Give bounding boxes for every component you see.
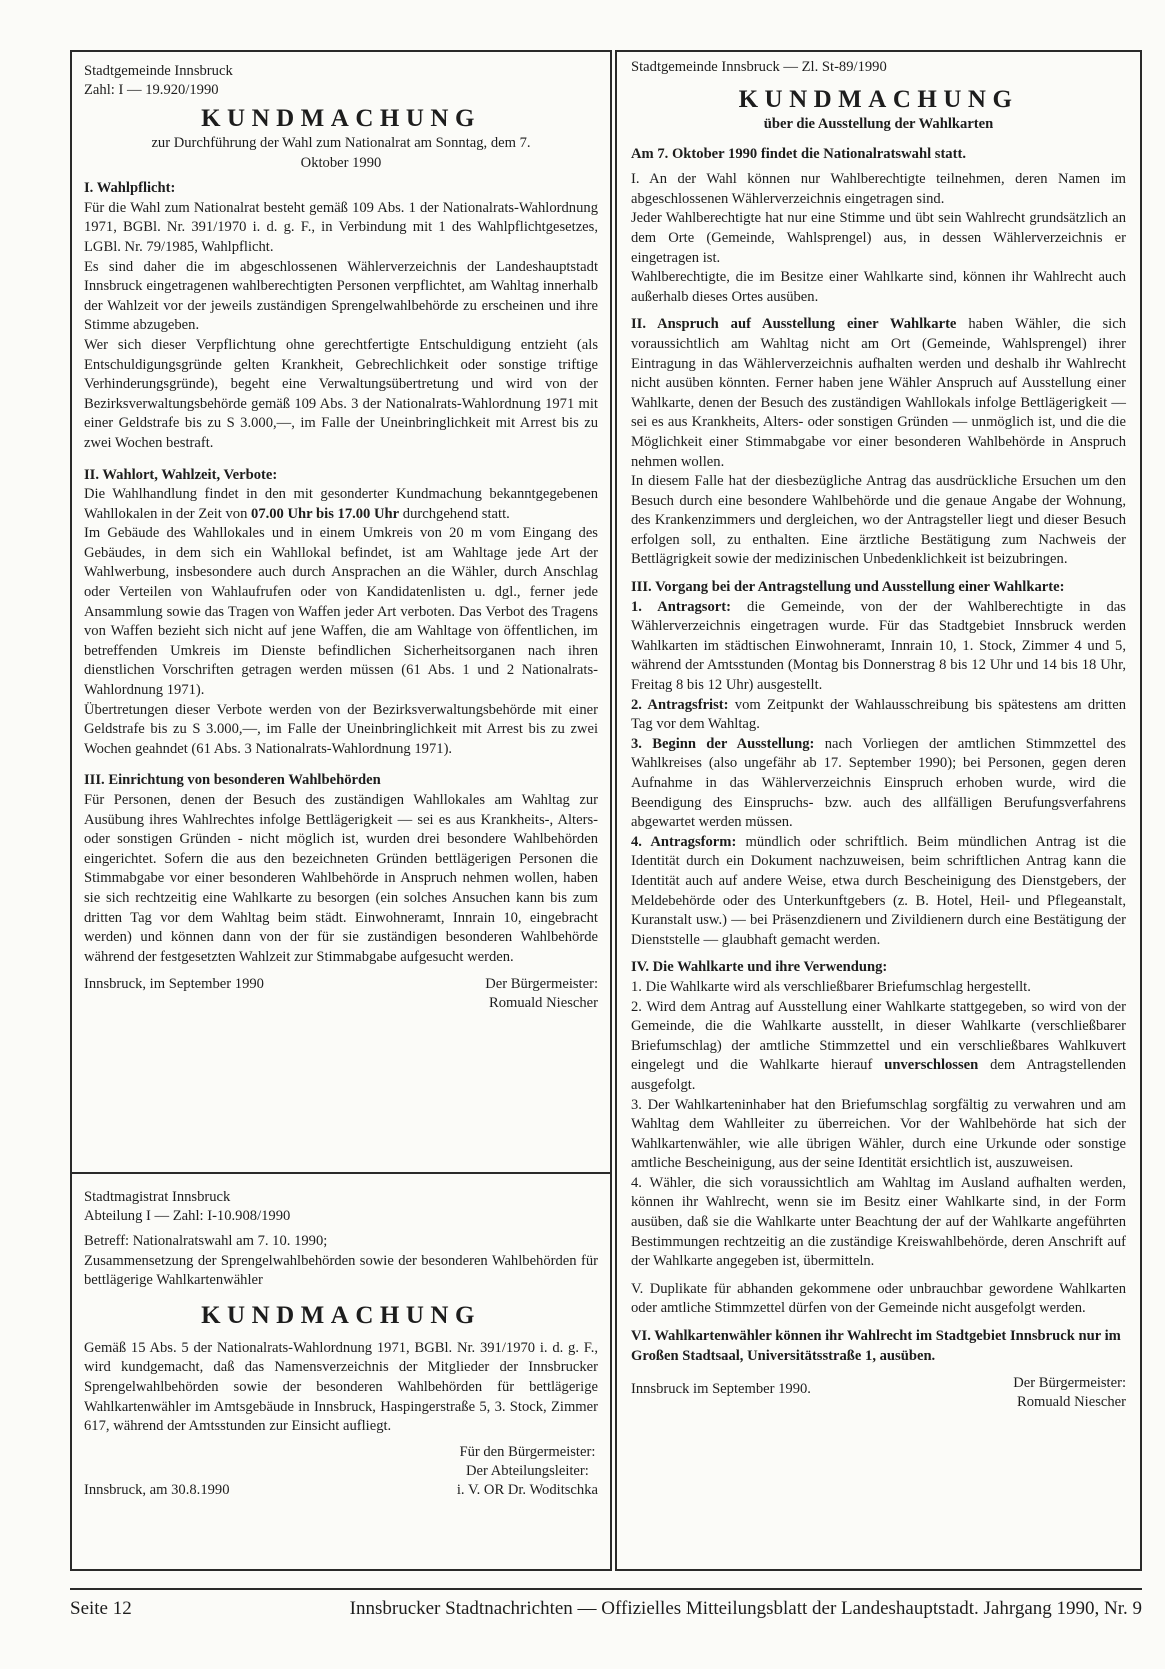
divider: [72, 1172, 610, 1174]
signature-block: [84, 1443, 598, 1500]
paragraph: Für Personen, denen der Besuch des zuständigen Wahllokales am Wahltag zur Ausübung ihres Wahlrechtes infolge Bettlägerigkeit — sei es aus Krankheits-, Alters- oder sonstigen Gründen - nicht möglich ist, wurden drei besondere Wahlbehörden eingerichtet. Sofern die aus den bezeichneten Gründen bettlägerigen Personen die Stimmabgabe vor einer besonderen Wahlbehörde in Anspruch nehmen wollen, haben sie sich rechtzeitig eine Wahlkarte zu besorgen (ein solches Ansuchen kann bis zum dritten Tag vor dem Wahltag beim städt. Einwohneramt, Innrain 10, eingebracht werden) und können dann von der für sie zuständigen besonderen Wahlbehörde während der festgesetzten Wahlzeit zur Stimmabgabe aufgesucht werden.: [84, 792, 598, 965]
paragraph: 1. Die Wahlkarte wird als verschließbarer Briefumschlag hergestellt.: [631, 978, 1031, 995]
page-number: Seite 12: [70, 1598, 132, 1619]
left-column: [70, 50, 612, 1571]
paragraph: 1. Antragsort: die Gemeinde, von der der Wahlberechtigte in das Wählerverzeichnis eingetragen wurde. Für das Stadtgebiet Innsbruck werden Wahlkarten im städtischen Einwohneramt, Innrain 10, 1. Stock, Zimmer 4 und 5, während der Amtsstunden (Montag bis Donnerstrag 8 bis 12 Uhr und 14 bis 18 Uhr, Freitag 8 bis 12 Uhr) ausgestellt.: [631, 598, 1126, 694]
section-heading: II. Wahlort, Wahlzeit, Verbote:: [84, 466, 278, 483]
left-bottom-notice: [72, 1178, 610, 1569]
subject-line: Betreff: Nationalratswahl am 7. 10. 1990;: [84, 1233, 328, 1249]
paragraph-bold: VI. Wahlkartenwähler können ihr Wahlrecht im Stadtgebiet Innsbruck nur im Großen Stadtsaal, Universitätsstraße 1, ausüben.: [631, 1328, 1121, 1364]
section-heading: III. Einrichtung von besonderen Wahlbehörden: [84, 772, 381, 789]
paragraph: 4. Antragsform: mündlich oder schriftlich. Beim mündlichen Antrag ist die Identität durch ein Dokument nachzuweisen, beim schriftlichen Antrag kann die Identität auch auf andere Weise, etwa durch Bescheinigung des Dienstgebers, der Meldebehörde oder des Unterkunftgebers (z. B. Hotel, Heil- und Pflegeanstalt, Kuranstalt usw.) — bei Präsenzdienern und Zivildienern durch eine Bestätigung der Dienststelle — glaubhaft gemacht werden.: [631, 833, 1126, 948]
paragraph: Für die Wahl zum Nationalrat besteht gemäß 109 Abs. 1 der Nationalrats-Wahlordnung 1971, BGBl. Nr. 391/1970 i. d. g. F., in Verbindung mit 1 des Wahlpflichtgesetzes, LGBl. Nr. 79/1985, Wahlpflicht.: [84, 199, 598, 255]
right-column: [615, 50, 1142, 1571]
paragraph: Wahlberechtigte, die im Besitze einer Wahlkarte sind, können ihr Wahlrecht auch außerhalb dieses Ortes ausüben.: [631, 269, 1126, 305]
signature-block: [631, 1374, 1126, 1412]
notice-title: KUNDMACHUNG: [201, 105, 481, 132]
subject-detail: Zusammensetzung der Sprengelwahlbehörden sowie der besonderen Wahlbehörden für bettlägerige Wahlkartenwähler: [84, 1252, 598, 1289]
page-footer: [70, 1588, 1142, 1622]
place-date: Innsbruck, im September 1990: [84, 976, 264, 993]
signature-block: [84, 975, 598, 1013]
place-date: Innsbruck im September 1990.: [631, 1381, 811, 1398]
date-line: Am 7. Oktober 1990 findet die Nationalratswahl statt.: [631, 145, 966, 162]
section-heading: III. Vorgang bei der Antragstellung und Ausstellung einer Wahlkarte:: [631, 579, 1065, 596]
paragraph: Gemäß 15 Abs. 5 der Nationalrats-Wahlordnung 1971, BGBl. Nr. 391/1970 i. d. g. F., wird kundgemacht, daß das Namensverzeichnis der Mitglieder der Innsbrucker Sprengelwahlbehörden sowie der besonderen Wahlbehörden für bettlägerige Wahlkartenwähler im Amtsgebäude in Innsbruck, Haspingerstraße 5, 3. Stock, Zimmer 617, während der Amtsstunden zur Einsicht aufliegt.: [84, 1339, 598, 1435]
signatory: Der Bürgermeister: Romuald Niescher: [485, 976, 598, 1012]
paragraph: Es sind daher die im abgeschlossenen Wählerverzeichnis der Landeshauptstadt Innsbruck eingetragenen wahlberechtigten Personen verpflichtet, am Wahltag innerhalb der Wahlzeit vor der jeweils zuständigen Sprengelwahlbehörde zu erscheinen und ihre Stimme abzugeben.: [84, 258, 598, 334]
paragraph: 3. Beginn der Ausstellung: nach Vorliegen der amtlichen Stimmzettel des Wahlkreises (also ungefähr ab 17. September 1990); bei Personen, gegen deren Aufnahme in das Wählerverzeichnis Einspruch erhoben wurde, wird die Beendigung des Einspruchs- bzw. auch des allfälligen Berufungsverfahrens abgewartet werden müssen.: [631, 735, 1126, 831]
paragraph: V. Duplikate für abhanden gekommene oder unbrauchbar gewordene Wahlkarten oder amtliche Stimmzettel dürfen von der Gemeinde nicht ausgefolgt werden.: [631, 1280, 1126, 1317]
issuer: Stadtgemeinde Innsbruck: [84, 63, 233, 79]
paragraph: Im Gebäude des Wahllokales und in einem Umkreis von 20 m vom Eingang des Gebäudes, in dem sich ein Wahllokal befindet, ist am Wahltage jede Art der Wahlwerbung, insbesondere auch durch Ansprachen an die Wähler, durch Anschlag oder Verteilen von Wahlaufrufen oder von Kandidatenlisten u. dgl., ferner jede Ansammlung sowie das Tragen von Waffen jeder Art verboten. Das Verbot des Tragens von Waffen bezieht sich nicht auf jene Waffen, die am Wahltage von öffentlichen, im betreffenden Umkreis im Dienste befindlichen Sicherheitsorganen nach ihren dienstlichen Vorschriften getragen werden müssen (61 Abs. 1 und 2 Nationalrats-Wahlordnung 1971).: [84, 525, 598, 699]
paragraph: Übertretungen dieser Verbote werden von der Bezirksverwaltungsbehörde mit einer Geldstrafe bis zu S 3.000,—, im Falle der Uneinbringlichkeit mit Arrest bis zu zwei Wochen geahndet (61 Abs. 3 Nationalrats-Wahlordnung 1971).: [84, 701, 598, 757]
notice-title: KUNDMACHUNG: [738, 86, 1019, 113]
issuer: Stadtmagistrat Innsbruck: [84, 1189, 231, 1205]
paragraph: Die Wahlhandlung findet in den mit gesonderter Kundmachung bekanntgegebenen Wahllokalen in der Zeit von 07.00 Uhr bis 17.00 Uhr durchgehend statt.: [84, 486, 598, 522]
paragraph: II. Anspruch auf Ausstellung einer Wahlkarte haben Wähler, die sich voraussichtlich am Wahltag nicht am Ort (Gemeinde, Wahlsprengel) ihrer Eintragung in das Wählerverzeichnis aufhalten werden und deshalb ihr Wahlrecht nicht ausüben könnten. Ferner haben jene Wähler Anspruch auf Ausstellung einer Wahlkarte, denen der Besuch des zuständigen Wahllokals infolge Bettlägerigkeit — sei es aus Krankheits, Alters- oder sonstigen Gründen — unmöglich ist, und die die Möglichkeit einer Stimmabgabe vor einer besonderen Wahlbehörde in Anspruch nehmen wollen.: [631, 316, 1126, 470]
paragraph: Wer sich dieser Verpflichtung ohne gerechtfertigte Entschuldigung entzieht (als Entschuldigungsgründe gelten Krankheit, Gebrechlichkeit oder sonstige triftige Verhinderungsgründe), begeht eine Verwaltungsübertretung und wird von der Bezirksverwaltungsbehörde gemäß 109 Abs. 3 der Nationalrats-Wahlordnung 1971 mit einer Geldstrafe bis zu S 3.000,—, im Falle der Uneinbringlichkeit mit Arrest bis zu zwei Wochen bestraft.: [84, 336, 598, 451]
section-heading: I. Wahlpflicht:: [84, 180, 176, 197]
paragraph: 4. Wähler, die sich voraussichtlich am Wahltag im Ausland aufhalten werden, können ihr Wahlrecht, wenn sie im Besitz einer Wahlkarte sind, in der Form ausüben, daß sie die Wahlkarte unter Beachtung der auf der Wahlkarte angeführten Bestimmungen rechtzeitig an die zuständige Kreiswahlbehörde, deren Anschrift auf der Wahlkarte angegeben ist, übermitteln.: [631, 1174, 1126, 1270]
notice-subtitle: zur Durchführung der Wahl zum Nationalrat am Sonntag, dem 7. Oktober 1990: [151, 135, 531, 171]
reference-number: Zahl: I — 19.920/1990: [84, 82, 219, 98]
right-notice: [617, 52, 1140, 1569]
signatory: Der Bürgermeister: Romuald Niescher: [1013, 1375, 1126, 1411]
issuer: Stadtgemeinde Innsbruck — Zl. St-89/1990: [631, 59, 887, 75]
signatory: Für den Bürgermeister: Der Abteilungsleiter: i. V. OR Dr. Woditschka: [456, 1443, 598, 1498]
paragraph: 2. Antragsfrist: vom Zeitpunkt der Wahlausschreibung bis spätestens am dritten Tag vor dem Wahltag.: [631, 696, 1126, 733]
paragraph: Jeder Wahlberechtigte hat nur eine Stimme und übt sein Wahlrecht grundsätzlich an dem Orte (Gemeinde, Wahlsprengel) aus, in dessen Wählerverzeichnis er eingetragen ist.: [631, 210, 1126, 266]
notice-title: KUNDMACHUNG: [201, 1301, 481, 1329]
paragraph: 3. Der Wahlkarteninhaber hat den Briefumschlag sorgfältig zu verwahren und am Wahltag dem Wahlleiter zu überreichen. Vor der Wahlbehörde hat sich der Wahlkartenwähler, wie alle übrigen Wähler, durch eine Urkunde oder sonstige amtliche Bescheinigung, aus der seine Identität ersichtlich ist, auszuweisen.: [631, 1096, 1126, 1172]
publication-line: Innsbrucker Stadtnachrichten — Offizielles Mitteilungsblatt der Landeshauptstadt. Jahrgang 1990, Nr. 9: [349, 1598, 1142, 1619]
place-date: Innsbruck, am 30.8.1990: [84, 1481, 230, 1498]
reference-number: Abteilung I — Zahl: I-10.908/1990: [84, 1208, 291, 1224]
paragraph: I. An der Wahl können nur Wahlberechtigte teilnehmen, deren Namen im abgeschlossenen Wählerverzeichnis eingetragen sind.: [631, 171, 1126, 207]
paragraph: 2. Wird dem Antrag auf Ausstellung einer Wahlkarte stattgegeben, so wird von der Gemeinde, die die Wahlkarte ausstellt, in dieser Wahlkarte (verschließbarer Briefumschlag) der amtliche Stimmzettel und ein verschließbares Wahlkuvert eingelegt und die Wahlkarte hierauf unverschlossen dem Antragstellenden ausgefolgt.: [631, 998, 1127, 1093]
section-heading: IV. Die Wahlkarte und ihre Verwendung:: [631, 959, 888, 976]
notice-subtitle: über die Ausstellung der Wahlkarten: [763, 116, 994, 132]
paragraph: In diesem Falle hat der diesbezügliche Antrag das ausdrückliche Ersuchen um den Besuch durch eine besondere Wahlbehörde und die genaue Angabe der Wohnung, des Krankenzimmers und dergleichen, wo der Antragsteller liegt und dieser Besuch erfolgen soll, zu enthalten. Eine ärztliche Bestätigung zum Nachweis der Bettlägrigkeit sowie der medizinischen Unbedenklichkeit ist beizubringen.: [631, 473, 1126, 568]
